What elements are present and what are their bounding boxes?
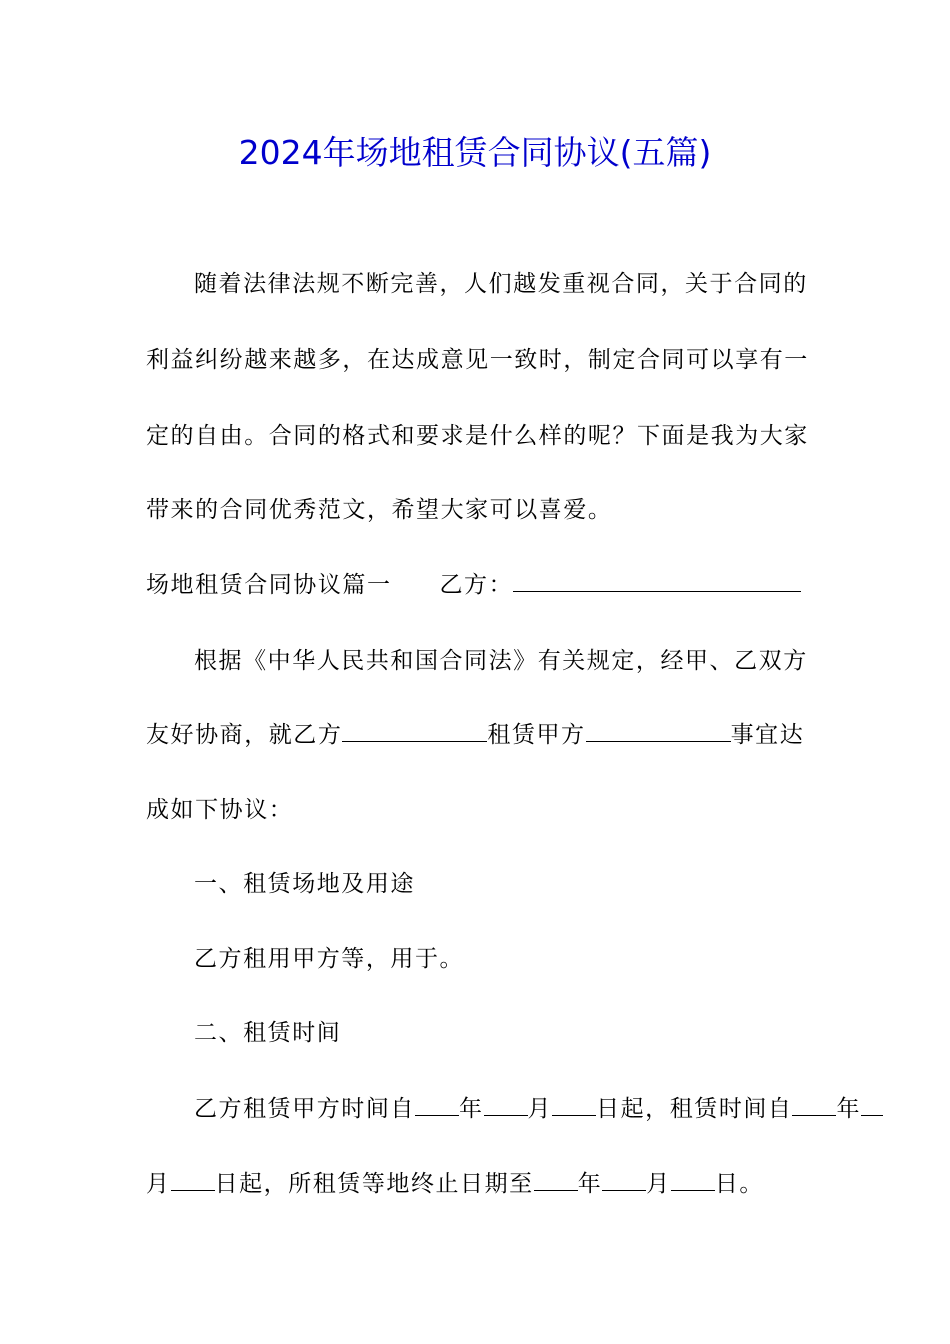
premises-blank	[586, 719, 731, 742]
month-label: 月	[646, 1171, 671, 1197]
basis-line-2	[146, 719, 804, 751]
day-label: 日。	[714, 1171, 764, 1197]
lessee-blank	[342, 719, 487, 742]
day-blank	[171, 1168, 215, 1191]
year-label: 年	[458, 1096, 484, 1122]
basis-line-1: 根据《中华人民共和国合同法》有关规定，经甲、乙双方	[194, 648, 808, 674]
clause-2-heading: 二、租赁时间	[194, 1020, 342, 1046]
year-label: 年	[577, 1171, 603, 1197]
clause-1-heading: 一、租赁场地及用途	[194, 871, 415, 897]
document-title: 2024年场地租赁合同协议(五篇)	[238, 133, 712, 172]
month-label: 月	[146, 1171, 171, 1197]
month-blank	[484, 1093, 528, 1116]
month-label: 月	[527, 1096, 553, 1122]
year-label: 年	[836, 1096, 862, 1122]
month-blank	[861, 1093, 883, 1116]
clause-2-text: 乙方租赁甲方时间自	[194, 1096, 415, 1122]
year-blank	[792, 1093, 836, 1116]
basis-text-b: 租赁甲方	[487, 722, 586, 748]
intro-line-2: 利益纠纷越来越多，在达成意见一致时，制定合同可以享有一	[146, 347, 809, 373]
day-blank	[671, 1168, 715, 1191]
year-blank	[415, 1093, 459, 1116]
year-blank	[534, 1168, 578, 1191]
party-b-label: 乙方：	[439, 572, 514, 598]
section-heading-row	[146, 569, 801, 601]
intro-line-1: 随着法律法规不断完善，人们越发重视合同，关于合同的	[194, 271, 808, 297]
intro-line-3: 定的自由。合同的格式和要求是什么样的呢？下面是我为大家	[146, 423, 809, 449]
basis-text-a: 友好协商，就乙方	[146, 722, 343, 748]
intro-line-4: 带来的合同优秀范文，希望大家可以喜爱。	[146, 497, 613, 523]
month-blank	[602, 1168, 646, 1191]
basis-text-c: 事宜达	[730, 722, 805, 748]
clause-2-text: 日起，所租赁等地终止日期至	[214, 1171, 534, 1197]
clause-2-line-1	[194, 1093, 883, 1125]
clause-2-line-2	[146, 1168, 764, 1200]
section-heading: 场地租赁合同协议篇一	[146, 572, 392, 598]
basis-line-3: 成如下协议：	[146, 797, 294, 823]
party-b-blank	[513, 569, 801, 592]
clause-1-body: 乙方租用甲方等，用于。	[194, 946, 465, 972]
clause-2-text: 日起，租赁时间自	[596, 1096, 793, 1122]
day-blank	[552, 1093, 596, 1116]
